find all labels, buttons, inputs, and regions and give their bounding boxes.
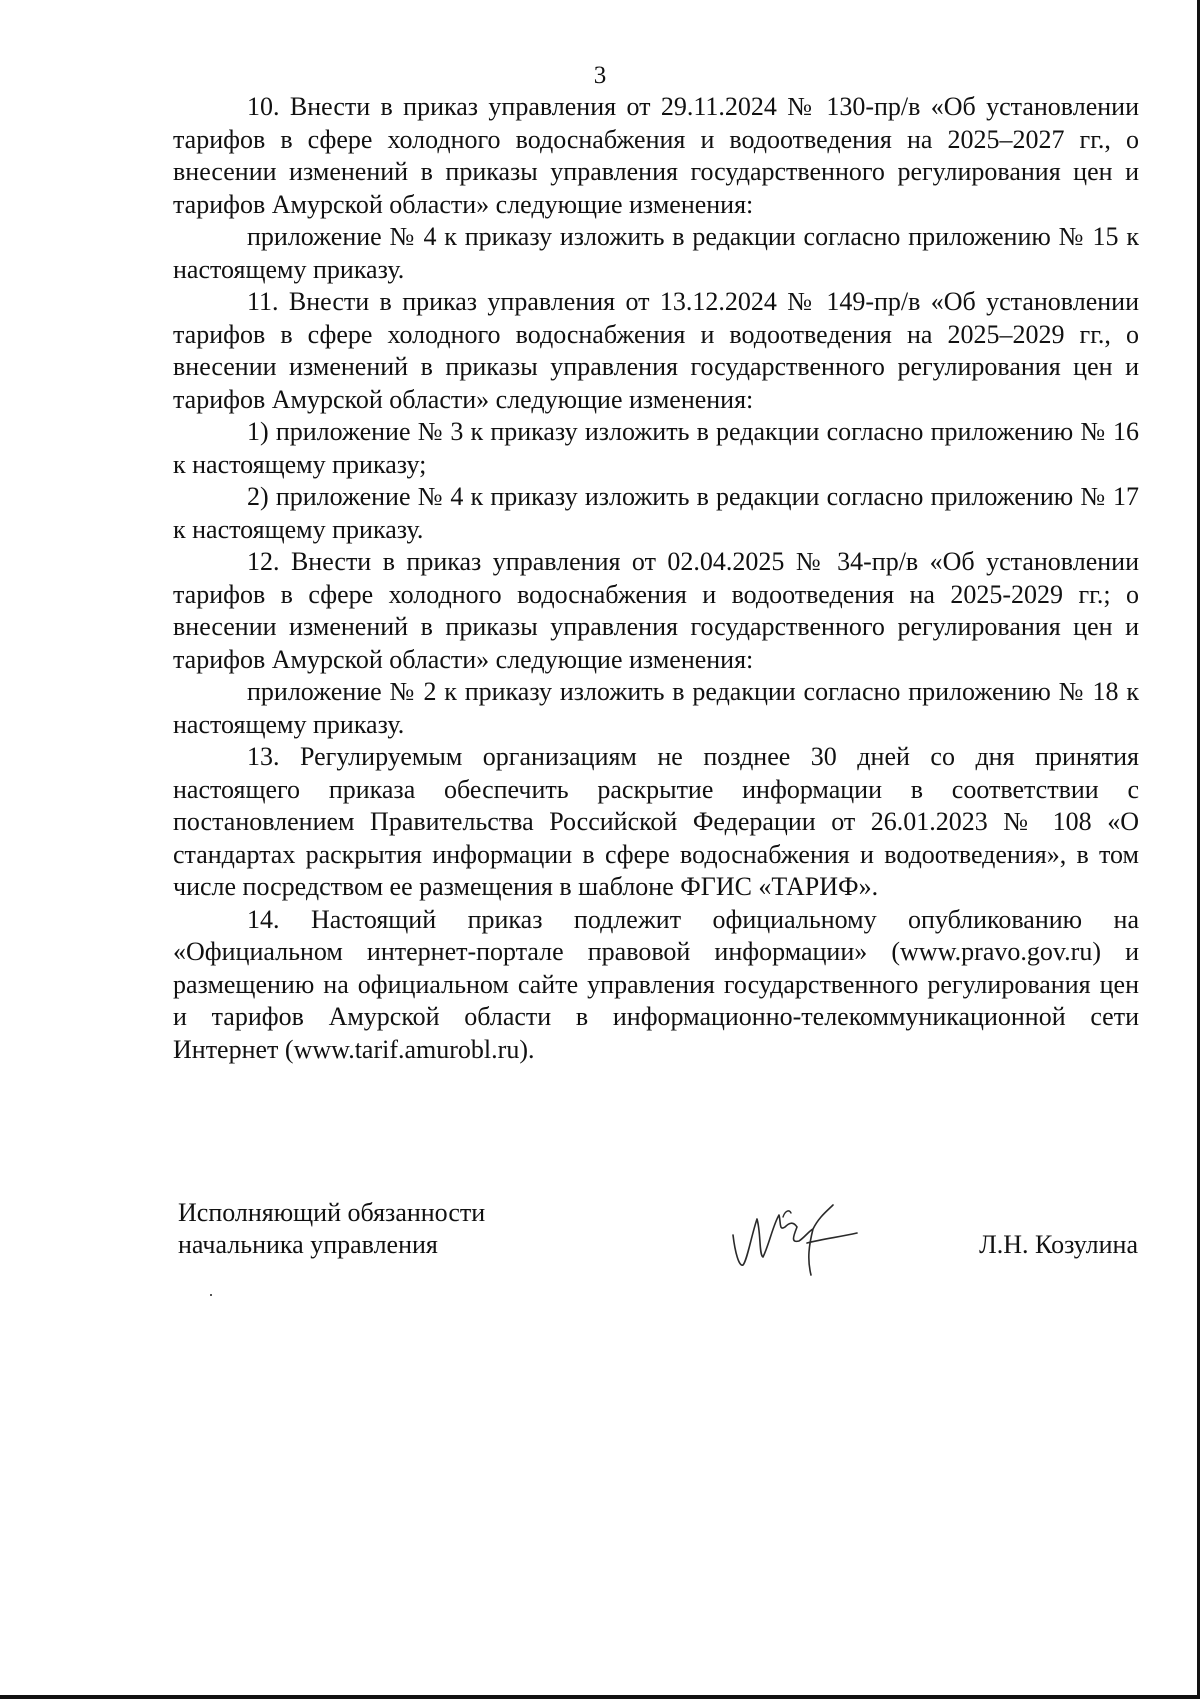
signature-block bbox=[178, 1197, 1138, 1287]
paragraph-11-item-1: 1) приложение № 3 к приказу изложить в редакции согласно приложению № 16 к настоящему приказу; bbox=[173, 417, 1139, 479]
scan-border-bottom bbox=[0, 1695, 1200, 1699]
paragraph-12: 12. Внести в приказ управления от 02.04.2025 № 34-пр/в «Об установлении тарифов в сфере холодного водоснабжения и водоотведения на 2025-2029 гг.; о внесении изменений в приказы управления государственного регулирования цен и тарифов Амурской области» следующие изменения: bbox=[173, 547, 1139, 674]
paragraph-10: 10. Внести в приказ управления от 29.11.2024 № 130-пр/в «Об установлении тарифов в сфере холодного водоснабжения и водоотведения на 2025–2027 гг., о внесении изменений в приказы управления государственного регулирования цен и тарифов Амурской области» следующие изменения: bbox=[173, 92, 1139, 219]
paragraph-14: 14. Настоящий приказ подлежит официальному опубликованию на «Официальном интернет-портале правовой информации» (www.pravo.gov.ru) и размещению на официальном сайте управления государственного регулирования цен и тарифов Амурской области в информационно-телекоммуникационной сети Интернет (www.tarif.amurobl.ru). bbox=[173, 904, 1139, 1064]
document-body bbox=[173, 91, 1139, 1066]
paragraph-13: 13. Регулируемым организациям не позднее 30 дней со дня принятия настоящего приказа обеспечить раскрытие информации в соответствии с постановлением Правительства Российской Федерации от 26.01.2023 № 108 «О стандартах раскрытия информации в сфере водоснабжения и водоотведения», в том числе посредством ее размещения в шаблоне ФГИС «ТАРИФ». bbox=[173, 742, 1139, 901]
scan-speck bbox=[210, 1294, 212, 1296]
handwritten-signature bbox=[723, 1197, 873, 1287]
paragraph-12-item: приложение № 2 к приказу изложить в редакции согласно приложению № 18 к настоящему приказу. bbox=[173, 677, 1139, 739]
signatory-position-line-1: Исполняющий обязанности bbox=[178, 1198, 486, 1227]
signatory-position bbox=[178, 1197, 485, 1261]
paragraph-10-item: приложение № 4 к приказу изложить в редакции согласно приложению № 15 к настоящему приказу. bbox=[173, 222, 1139, 284]
paragraph-11: 11. Внести в приказ управления от 13.12.2024 № 149-пр/в «Об установлении тарифов в сфере холодного водоснабжения и водоотведения на 2025–2029 гг., о внесении изменений в приказы управления государственного регулирования цен и тарифов Амурской области» следующие изменения: bbox=[173, 287, 1139, 414]
signatory-position-line-2: начальника управления bbox=[178, 1230, 438, 1259]
paragraph-11-item-2: 2) приложение № 4 к приказу изложить в редакции согласно приложению № 17 к настоящему приказу. bbox=[173, 482, 1139, 544]
signatory-name: Л.Н. Козулина bbox=[979, 1230, 1138, 1259]
page-number: 3 bbox=[593, 62, 607, 89]
